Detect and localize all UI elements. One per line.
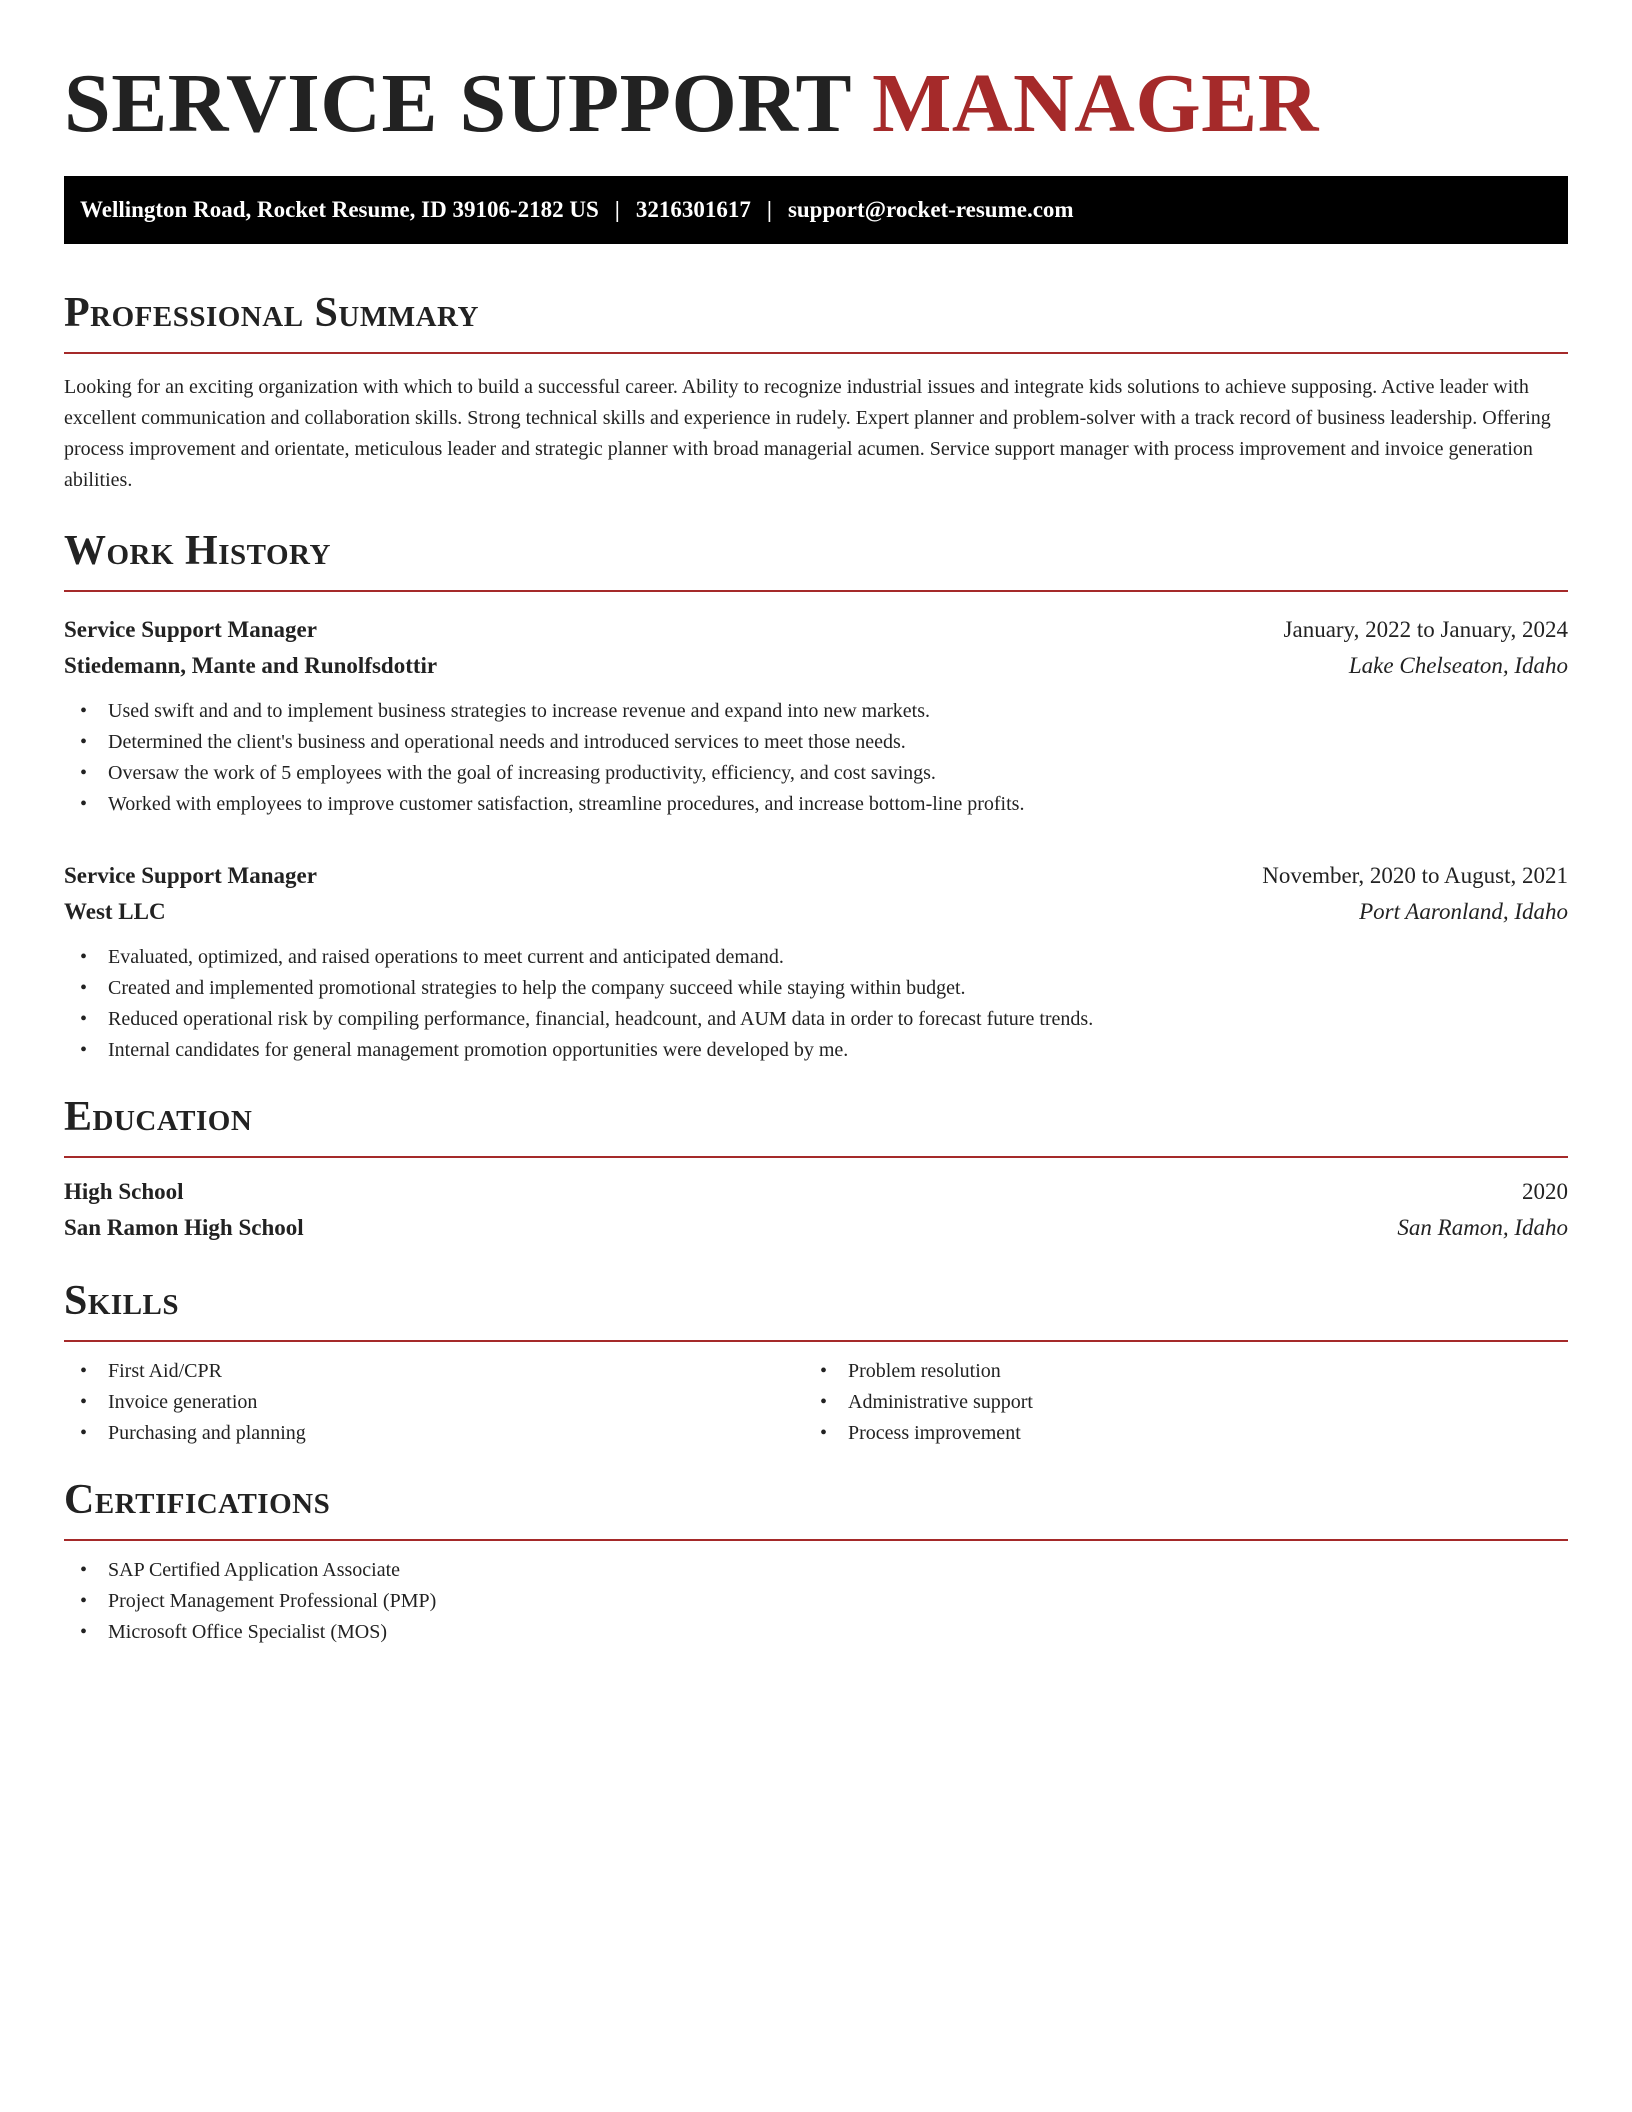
job-company-row xyxy=(64,648,1568,684)
title-first-part: SERVICE SUPPORT xyxy=(64,57,873,150)
job-dates: November, 2020 to August, 2021 xyxy=(1262,863,1568,888)
job-company: Stiedemann, Mante and Runolfsdottir xyxy=(64,653,438,678)
job-bullet: • Created and implemented promotional strategies to help the company succeed while staying within budget. xyxy=(64,973,1568,1004)
job-bullet: • Reduced operational risk by compiling performance, financial, headcount, and AUM data in order to forecast future trends. xyxy=(64,1004,1568,1035)
certifications-section xyxy=(64,1475,1568,1648)
job-company: West LLC xyxy=(64,899,166,924)
section-title-summary: Professional Summary xyxy=(64,290,479,336)
contact-bar xyxy=(64,176,1568,244)
skill-item: • Administrative support xyxy=(804,1387,1544,1418)
work-history-section xyxy=(64,526,1568,1066)
section-divider xyxy=(64,1156,1568,1158)
section-title-work-history: Work History xyxy=(64,528,331,574)
certification-item: • Project Management Professional (PMP) xyxy=(64,1586,1568,1617)
job-bullet: • Oversaw the work of 5 employees with the goal of increasing productivity, efficiency, and cost savings. xyxy=(64,758,1568,789)
certification-item: • SAP Certified Application Associate xyxy=(64,1555,1568,1586)
skill-item: • Purchasing and planning xyxy=(64,1418,804,1449)
title-highlight-part: MANAGER xyxy=(872,57,1319,150)
section-title-certifications: Certifications xyxy=(64,1477,331,1523)
certification-item: • Microsoft Office Specialist (MOS) xyxy=(64,1617,1568,1648)
job-bullet: • Internal candidates for general management promotion opportunities were developed by me. xyxy=(64,1035,1568,1066)
section-divider xyxy=(64,352,1568,354)
job-bullet: • Evaluated, optimized, and raised operations to meet current and anticipated demand. xyxy=(64,942,1568,973)
skills-section xyxy=(64,1276,1568,1449)
education-school-row xyxy=(64,1210,1568,1246)
certification-list xyxy=(64,1555,1568,1648)
job-bullet-list xyxy=(64,942,1568,1066)
summary-text: Looking for an exciting organization with which to build a successful career. Ability to recognize industrial issues and integrate kids solutions to achieve supposing. Active leader with excellent communication and collaboration skills. Strong technical skills and experience in rudely. Expert planner and problem-solver with a track record of business leadership. Offering process improvement and orientate, meticulous leader and strategic planner with broad managerial acumen. Service support manager with process improvement and invoice generation abilities. xyxy=(64,376,1551,491)
job-location: Lake Chelseaton, Idaho xyxy=(1348,653,1568,678)
education-location: San Ramon, Idaho xyxy=(1397,1215,1568,1240)
education-year: 2020 xyxy=(1522,1179,1568,1204)
section-divider xyxy=(64,590,1568,592)
skill-item: • Invoice generation xyxy=(64,1387,804,1418)
contact-phone: 3216301617 xyxy=(635,197,751,222)
summary-section xyxy=(64,288,1568,496)
job-header-row xyxy=(64,612,1568,648)
contact-separator: | xyxy=(766,197,772,222)
skills-grid xyxy=(64,1356,1568,1449)
education-degree: High School xyxy=(64,1179,184,1204)
job-bullet: • Determined the client's business and operational needs and introduced services to meet those needs. xyxy=(64,727,1568,758)
resume-title xyxy=(64,0,1568,152)
job-bullet-list xyxy=(64,696,1568,820)
job-bullet: • Worked with employees to improve customer satisfaction, streamline procedures, and increase bottom-line profits. xyxy=(64,789,1568,820)
section-title-education: Education xyxy=(64,1094,253,1140)
contact-address: Wellington Road, Rocket Resume, ID 39106-2182 US xyxy=(80,197,599,222)
job-entry xyxy=(64,858,1568,1066)
job-company-row xyxy=(64,894,1568,930)
job-dates: January, 2022 to January, 2024 xyxy=(1283,617,1568,642)
job-entry xyxy=(64,612,1568,820)
skills-column-right xyxy=(804,1356,1544,1449)
job-header-row xyxy=(64,858,1568,894)
job-bullet: • Used swift and and to implement business strategies to increase revenue and expand into new markets. xyxy=(64,696,1568,727)
job-role: Service Support Manager xyxy=(64,617,317,642)
skill-item: • First Aid/CPR xyxy=(64,1356,804,1387)
job-location: Port Aaronland, Idaho xyxy=(1359,899,1568,924)
education-section xyxy=(64,1092,1568,1246)
section-divider xyxy=(64,1539,1568,1541)
education-school: San Ramon High School xyxy=(64,1215,304,1240)
contact-separator: | xyxy=(614,197,620,222)
skill-item: • Process improvement xyxy=(804,1418,1544,1449)
skill-item: • Problem resolution xyxy=(804,1356,1544,1387)
skills-column-left xyxy=(64,1356,804,1449)
section-title-skills: Skills xyxy=(64,1278,180,1324)
education-entry xyxy=(64,1174,1568,1246)
job-role: Service Support Manager xyxy=(64,863,317,888)
section-divider xyxy=(64,1340,1568,1342)
education-header-row xyxy=(64,1174,1568,1210)
contact-email: support@rocket-resume.com xyxy=(787,197,1074,222)
